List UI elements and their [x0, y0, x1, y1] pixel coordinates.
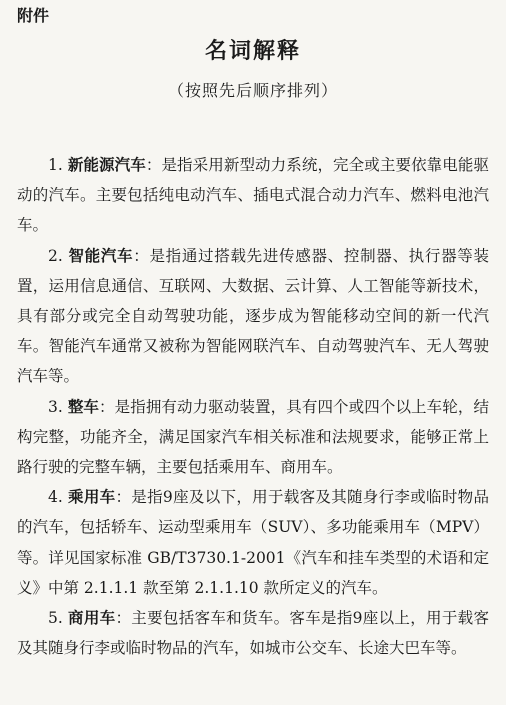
glossary-list: [17, 150, 489, 663]
entry-term: 商用车: [68, 609, 116, 628]
entry-definition: ：是指采用新型动力系统，完全或主要依靠电能驱动的汽车。主要包括纯电动汽车、插电式混合动力汽车、燃料电池汽车。: [17, 156, 489, 235]
entry-term: 智能汽车: [68, 246, 134, 265]
entry-number: 5.: [48, 609, 63, 628]
glossary-entry: [17, 392, 489, 483]
entry-number: 4.: [48, 488, 63, 507]
glossary-entry: [17, 603, 489, 663]
entry-term: 新能源汽车: [67, 156, 146, 174]
glossary-entry: [17, 482, 489, 603]
entry-number: 3.: [48, 397, 63, 416]
entry-term: 乘用车: [68, 488, 116, 507]
page-subtitle: （按照先后顺序排列）: [167, 81, 338, 100]
entry-definition: ：主要包括客车和货车。客车是指9座以上，用于载客及其随身行李或临时物品的汽车，如城市公交车、长途大巴车等。: [17, 609, 489, 658]
entry-term: 整车: [67, 397, 100, 416]
attachment-label: 附件: [17, 6, 50, 25]
entry-number: 1.: [48, 156, 63, 174]
page-title: 名词解释: [204, 39, 301, 64]
entry-definition: ：是指通过搭载先进传感器、控制器、执行器等装置，运用信息通信、互联网、大数据、云计算、人工智能等新技术，具有部分或完全自动驾驶功能，逐步成为智能移动空间的新一代汽车。智能汽车通常又被称为智能网联汽车、自动驾驶汽车、无人驾驶汽车等。: [17, 246, 489, 386]
entry-definition: ：是指拥有动力驱动装置，具有四个或四个以上车轮，结构完整，功能齐全，满足国家汽车相关标准和法规要求，能够正常上路行驶的完整车辆，主要包括乘用车、商用车。: [17, 397, 489, 477]
entry-number: 2.: [48, 246, 63, 265]
entry-definition: ：是指9座及以下，用于载客及其随身行李或临时物品的汽车，包括轿车、运动型乘用车（SUV）、多功能乘用车（MPV）等。详见国家标准 GB/T3730.1-2001《汽车和挂车类型的术语和定义》中第 2.1.1.1 款至第 2.1.1.10 款所定义的汽车。: [17, 488, 489, 597]
glossary-entry: [17, 150, 489, 241]
glossary-entry: [17, 241, 489, 392]
